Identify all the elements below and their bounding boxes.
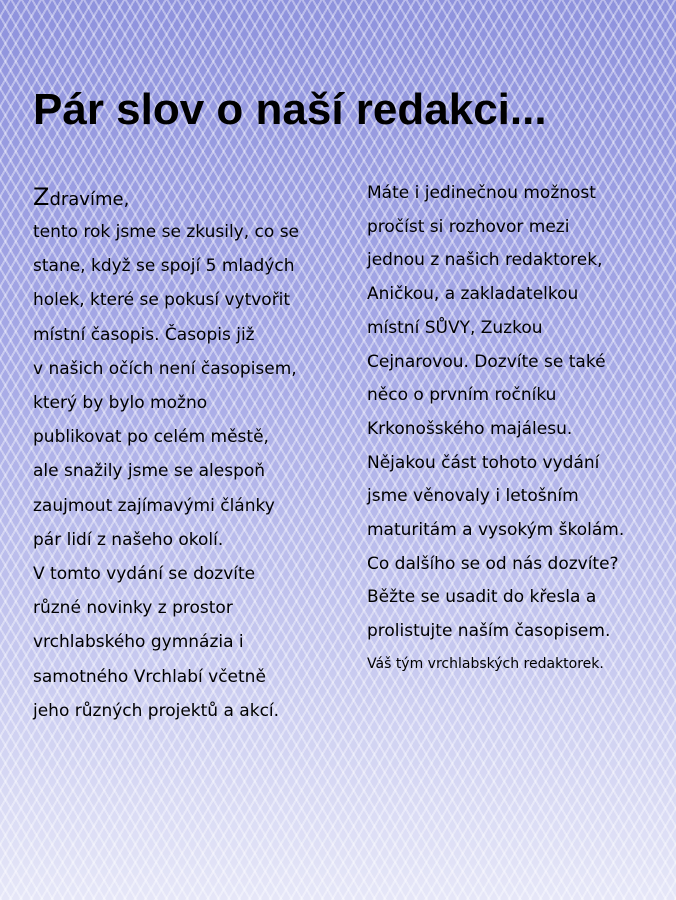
left-column bbox=[33, 182, 333, 728]
text-line: jednou z našich redaktorek, bbox=[367, 250, 603, 271]
text-line: holek, které se pokusí vytvořit bbox=[33, 290, 291, 311]
text-line: v našich očích není časopisem, bbox=[33, 358, 297, 379]
text-line: vrchlabského gymnázia i bbox=[33, 632, 244, 653]
signature: Váš tým vrchlabských redaktorek. bbox=[367, 655, 604, 672]
text-line: Nějakou část tohoto vydání bbox=[367, 452, 600, 473]
left-paragraph bbox=[33, 215, 333, 728]
text-line: jsme věnovaly i letošním bbox=[367, 486, 579, 507]
text-line: který by bylo možno bbox=[33, 393, 208, 414]
text-line: Co dalšího se od nás dozvíte? bbox=[367, 553, 619, 574]
text-line: Máte i jedinečnou možnost bbox=[367, 183, 596, 203]
text-line: pár lidí z našeho okolí. bbox=[33, 529, 224, 550]
text-line: místní časopis. Časopis již bbox=[33, 324, 255, 345]
text-line: ale snažily jsme se alespoň bbox=[33, 461, 266, 482]
text-line: samotného Vrchlabí včetně bbox=[33, 666, 266, 687]
text-line: Běžte se usadit do křesla a bbox=[367, 587, 597, 608]
text-line: Krkonošského majálesu. bbox=[367, 418, 573, 439]
greeting-text: dravíme, bbox=[49, 189, 130, 210]
text-line: Cejnarovou. Dozvíte se také bbox=[367, 351, 606, 372]
page-title: Pár slov o naší redakci... bbox=[33, 85, 547, 134]
text-line: publikovat po celém městě, bbox=[33, 427, 269, 448]
text-line: něco o prvním ročníku bbox=[367, 385, 557, 406]
text-line: maturitám a vysokým školám. bbox=[367, 520, 625, 541]
greeting-initial: Z bbox=[33, 183, 50, 211]
text-line: různé novinky z prostor bbox=[33, 598, 233, 619]
text-line: Aničkou, a zakladatelkou bbox=[367, 284, 579, 305]
right-paragraph bbox=[367, 177, 657, 649]
text-line: místní SŮVY, Zuzkou bbox=[367, 317, 543, 338]
text-line: prolistujte naším časopisem. bbox=[367, 621, 611, 642]
greeting bbox=[33, 182, 333, 215]
text-line: pročíst si rozhovor mezi bbox=[367, 216, 570, 237]
text-line: tento rok jsme se zkusily, co se bbox=[33, 222, 300, 242]
text-line: V tomto vydání se dozvíte bbox=[33, 564, 256, 585]
text-line: zaujmout zajímavými články bbox=[33, 495, 275, 516]
text-line: stane, když se spojí 5 mladých bbox=[33, 256, 295, 277]
text-line: jeho různých projektů a akcí. bbox=[33, 700, 280, 721]
right-column bbox=[367, 177, 657, 675]
